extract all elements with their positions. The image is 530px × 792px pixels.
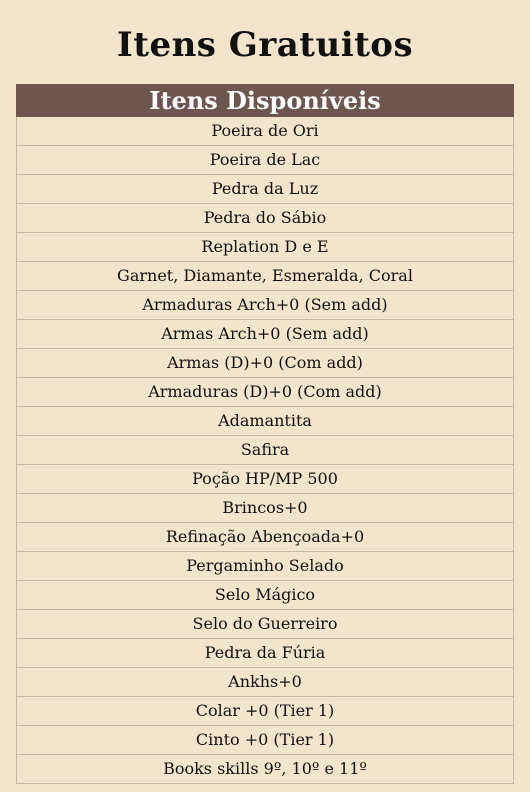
table-row: Refinação Abençoada+0: [16, 523, 514, 552]
table-row: Poção HP/MP 500: [16, 465, 514, 494]
table-row: Armaduras (D)+0 (Com add): [16, 378, 514, 407]
table-row: Pedra da Luz: [16, 175, 514, 204]
table-row: Selo Mágico: [16, 581, 514, 610]
items-table: [16, 84, 514, 784]
table-row: Armas Arch+0 (Sem add): [16, 320, 514, 349]
table-row: Garnet, Diamante, Esmeralda, Coral: [16, 262, 514, 291]
table-row: Ankhs+0: [16, 668, 514, 697]
table-row: Cinto +0 (Tier 1): [16, 726, 514, 755]
table-row: Books skills 9º, 10º e 11º: [16, 755, 514, 784]
table-row: Replation D e E: [16, 233, 514, 262]
table-row: Colar +0 (Tier 1): [16, 697, 514, 726]
table-row: Selo do Guerreiro: [16, 610, 514, 639]
table-row: Safira: [16, 436, 514, 465]
table-row: Pergaminho Selado: [16, 552, 514, 581]
table-row: Pedra do Sábio: [16, 204, 514, 233]
table-row: Poeira de Ori: [16, 117, 514, 146]
table-row: Armaduras Arch+0 (Sem add): [16, 291, 514, 320]
table-row: Brincos+0: [16, 494, 514, 523]
table-row: Adamantita: [16, 407, 514, 436]
page-title: Itens Gratuitos: [116, 25, 414, 65]
table-row: Armas (D)+0 (Com add): [16, 349, 514, 378]
table-row: Pedra da Fúria: [16, 639, 514, 668]
table-row: Poeira de Lac: [16, 146, 514, 175]
table-header: Itens Disponíveis: [16, 84, 514, 117]
